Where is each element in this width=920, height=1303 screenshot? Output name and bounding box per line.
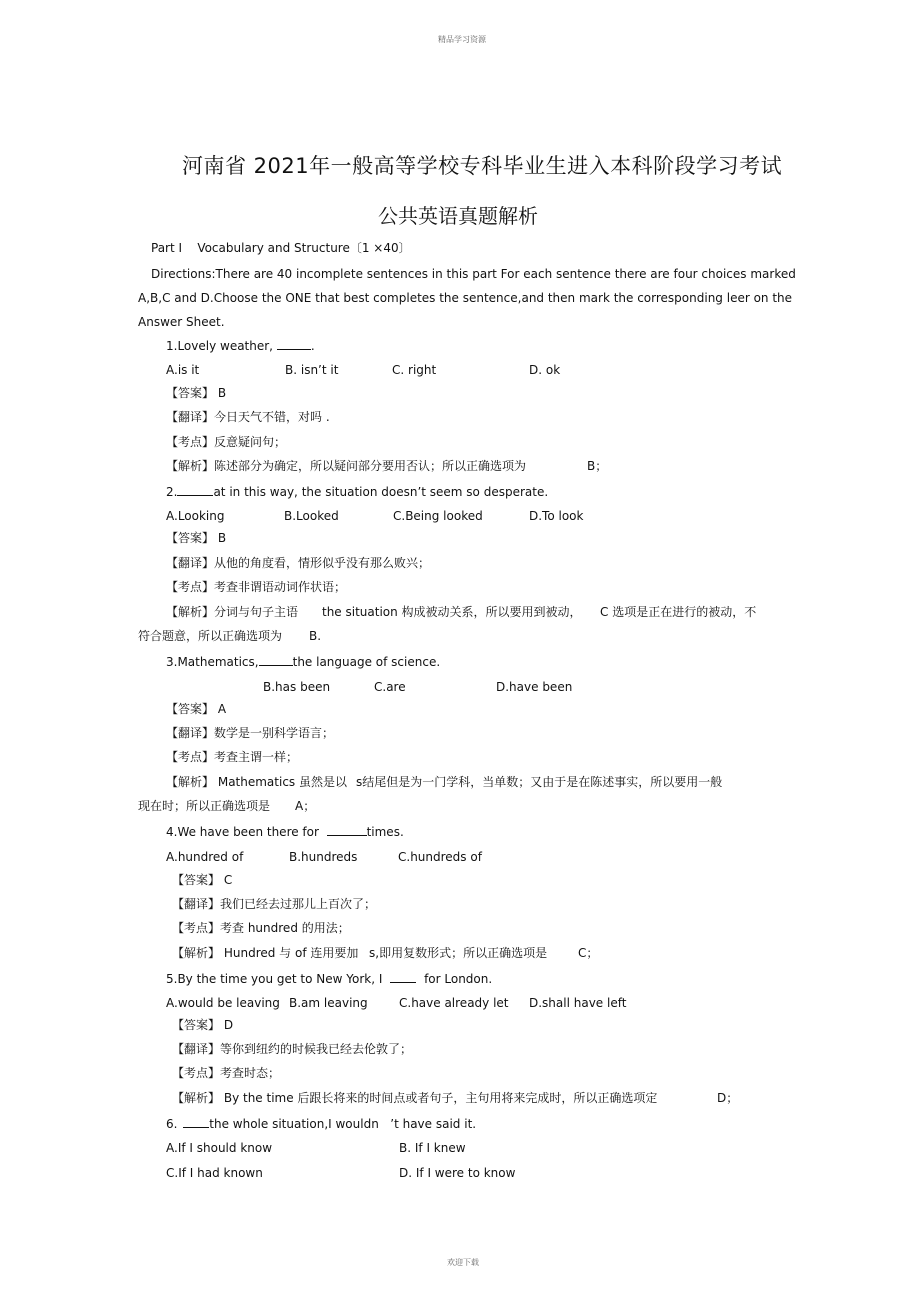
q1-translation: 【翻译】今日天气不错，对吗 . <box>166 410 330 424</box>
q3-option-d: D.have been <box>496 680 573 694</box>
q3-blank <box>259 655 293 666</box>
q2-stem: 2. at in this way, the situation doesn’t seem so desperate. <box>166 485 549 499</box>
q2-analysis-mid: the situation 构成被动关系，所以要用到被动， <box>322 605 582 619</box>
q2-option-b: B.Looked <box>284 509 339 523</box>
q5-translation: 【翻译】等你到纽约的时候我已经去伦敦了； <box>172 1042 413 1056</box>
directions-line-2: A,B,C and D.Choose the ONE that best completes the sentence,and then mark the corresponding leer on the <box>138 291 793 305</box>
q5-stem: 5.By the time you get to New York, I for London. <box>166 972 493 986</box>
q6-option-a: A.If I should know <box>166 1141 273 1155</box>
q4-option-a: A.hundred of <box>166 850 244 864</box>
q4-answer: 【答案】 C <box>172 873 233 887</box>
q2-analysis-cont: C 选项是正在进行的被动，不 <box>600 605 757 619</box>
page-footer: 欢迎下载 <box>447 1258 479 1267</box>
q3-stem: 3.Mathematics, the language of science. <box>166 655 441 669</box>
q2-analysis-end: B. <box>309 629 322 643</box>
q5-analysis: 【解析】 By the time 后跟长将来的时间点或者句子，主句用将来完成时，所以正确选项定 <box>172 1091 658 1105</box>
q5-point: 【考点】考查时态； <box>172 1066 281 1080</box>
q5-option-a: A.would be leaving <box>166 996 280 1010</box>
q1-option-c: C. right <box>392 363 437 377</box>
q5-option-b: B.am leaving <box>289 996 368 1010</box>
q2-option-d: D.To look <box>529 509 584 523</box>
q3-point: 【考点】考查主谓一样； <box>166 750 299 764</box>
q3-translation: 【翻译】数学是一别科学语言； <box>166 726 335 740</box>
q3-analysis-line-2: 现在时；所以正确选项是 <box>138 799 271 813</box>
q6-option-d: D. If I were to know <box>399 1166 516 1180</box>
q6-stem: 6. the whole situation,I wouldn ’t have said it. <box>166 1117 477 1131</box>
q1-analysis-end: B； <box>587 459 608 473</box>
page-title: 河南省 2021年一般高等学校专科毕业生进入本科阶段学习考试 <box>182 154 783 178</box>
q4-option-c: C.hundreds of <box>398 850 482 864</box>
q1-answer: 【答案】 B <box>166 386 227 400</box>
q2-analysis-line-2: 符合题意，所以正确选项为 <box>138 629 283 643</box>
q2-analysis: 【解析】分词与句子主语 <box>166 605 299 619</box>
directions-line-3: Answer Sheet. <box>138 315 225 329</box>
q4-analysis-cont: s,即用复数形式；所以正确选项是 <box>369 946 548 960</box>
page-header: 精品学习资源 <box>438 35 486 44</box>
q5-answer: 【答案】 D <box>172 1018 234 1032</box>
q2-translation: 【翻译】从他的角度看，情形似乎没有那么败兴； <box>166 556 431 570</box>
q2-point: 【考点】考查非谓语动词作状语； <box>166 580 347 594</box>
q4-analysis-end: C； <box>578 946 599 960</box>
part-heading: Part I Vocabulary and Structure〔1 ×40〕 <box>151 241 411 255</box>
q1-blank <box>277 339 311 350</box>
q4-point: 【考点】考查 hundred 的用法； <box>172 921 350 935</box>
q6-blank <box>183 1121 209 1128</box>
q5-option-c: C.have already let <box>399 996 509 1010</box>
q2-option-c: C.Being looked <box>393 509 483 523</box>
q5-option-d: D.shall have left <box>529 996 627 1010</box>
q6-option-c: C.If I had known <box>166 1166 263 1180</box>
q3-analysis-cont: s结尾但是为一门学科，当单数；又由于是在陈述事实，所以要用一般 <box>356 775 723 789</box>
q3-analysis-end: A； <box>295 799 316 813</box>
q1-point: 【考点】反意疑问句； <box>166 435 287 449</box>
directions-line-1: Directions:There are 40 incomplete sentences in this part For each sentence there are four choices marked <box>151 267 796 281</box>
q6-option-b: B. If I knew <box>399 1141 466 1155</box>
q2-option-a: A.Looking <box>166 509 225 523</box>
q1-stem: 1.Lovely weather, . <box>166 339 315 353</box>
q2-answer: 【答案】 B <box>166 531 227 545</box>
q3-option-b: B.has been <box>263 680 331 694</box>
q4-option-b: B.hundreds <box>289 850 358 864</box>
q3-analysis: 【解析】 Mathematics 虽然是以 <box>166 775 347 789</box>
page-subtitle: 公共英语真题解析 <box>378 204 538 228</box>
q4-translation: 【翻译】我们已经去过那儿上百次了； <box>172 897 377 911</box>
q5-blank <box>390 976 416 983</box>
q4-stem: 4.We have been there for times. <box>166 825 404 839</box>
q2-blank <box>177 485 213 496</box>
q3-answer: 【答案】 A <box>166 702 227 716</box>
q3-option-c: C.are <box>374 680 406 694</box>
q1-analysis: 【解析】陈述部分为确定，所以疑问部分要用否认；所以正确选项为 <box>166 459 527 473</box>
q5-analysis-end: D； <box>717 1091 739 1105</box>
q1-option-d: D. ok <box>529 363 561 377</box>
q4-analysis: 【解析】 Hundred 与 of 连用要加 <box>172 946 359 960</box>
q4-blank <box>327 825 367 836</box>
q1-option-b: B. isn’t it <box>285 363 339 377</box>
q1-option-a: A.is it <box>166 363 200 377</box>
